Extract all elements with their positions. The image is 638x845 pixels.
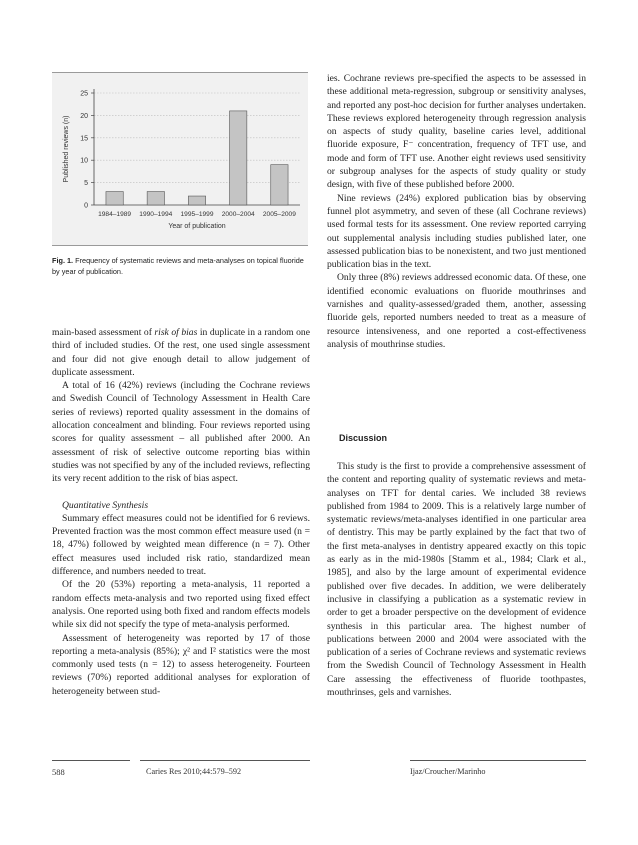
- page-number: 588: [52, 767, 65, 777]
- x-tick-label: 2000–2004: [221, 211, 255, 218]
- y-tick-label: 15: [80, 135, 88, 143]
- discussion-heading: Discussion: [339, 433, 388, 443]
- right-paragraph-2: Nine reviews (24%) explored publication bias by observing funnel plot asymmetry, and seven of these (all Cochrane reviews) used formal tests for its assessment. One review reported carrying out supplemental analysis including studies published later, one assessed publication bias to be nonexistent, and two just mentioned publication bias in the text.: [327, 192, 586, 271]
- left-paragraph-2: A total of 16 (42%) reviews (including the Cochrane reviews and Swedish Council of Technology Assessment in Health Care series of reviews) reported quality assessment in the domains of allocation concealment and blinding. Four reviews reported using scores for quality assessment – all published after 2000. An assessment of risk of selective outcome reporting bias within studies was not specified by any of the included reviews, reflecting its very recent addition to the risk of bias aspect.: [52, 380, 310, 485]
- left-column: [52, 326, 310, 698]
- x-tick-label: 1995–1999: [180, 211, 214, 218]
- y-axis-label: Published reviews (n): [63, 115, 70, 183]
- x-tick-label: 1990–1994: [139, 211, 173, 218]
- caption-text: Frequency of systematic reviews and meta-analyses on topical fluoride by year of publication.: [52, 256, 304, 276]
- subheading-quantitative-synthesis: Quantitative Synthesis: [62, 499, 149, 511]
- left-paragraph-4: Of the 20 (53%) reporting a meta-analysis, 11 reported a random effects meta-analysis and two reported using fixed effect analysis. One reported using both fixed and random effects models while six did not specify the type of meta-analysis performed.: [52, 579, 310, 631]
- right-paragraph-1: ies. Cochrane reviews pre-specified the aspects to be assessed in these additional meta-regression, subgroup or sensitivity analyses, and reported any post-hoc decision for further analyses undertaken. These reviews explored heterogeneity through regression analysis on aspects of study quality, baseline caries level, additional fluoride exposure, F⁻ concentration, frequency of TFT use, and mode and form of TFT use. Another eight reviews used sensitivity or subgroup analyses for the aspects of study quality or study design, with five of these published before 2000.: [327, 73, 586, 191]
- bar-1990–1994: [147, 192, 164, 205]
- y-tick-label: 0: [84, 202, 88, 210]
- y-tick-label: 25: [80, 90, 88, 98]
- right-column-top: [327, 72, 586, 351]
- footer-rule-left: [52, 760, 130, 761]
- risk-of-bias-term: risk of bias: [154, 327, 198, 338]
- right-column-bottom: [327, 460, 586, 699]
- figure-caption: [52, 256, 310, 277]
- bar-1984–1989: [106, 192, 123, 205]
- y-tick-label: 20: [80, 112, 88, 120]
- y-tick-label: 10: [80, 157, 88, 165]
- footer-rule-middle: [140, 760, 310, 761]
- right-paragraph-3: Only three (8%) reviews addressed economic data. Of these, one identified economic evaluations on fluoride mouthrinses and varnishes and quality-assessed/graded them, another, assessing fluoride gels, reported numbers needed to treat as a measure of resource intensiveness, and one reported a cost-effectiveness analysis of mouthrinse studies.: [327, 272, 586, 350]
- footer-rule-right: [410, 760, 586, 761]
- journal-citation: Caries Res 2010;44:579–592: [146, 767, 242, 776]
- left-paragraph-1: main-based assessment of risk of bias in duplicate in a random one third of included studies. Of the rest, one used single assessment and four did not give enough detail to allow judgement of duplicate assessment.: [52, 327, 310, 378]
- x-tick-label: 2005–2009: [262, 211, 296, 218]
- left-paragraph-3: Summary effect measures could not be identified for 6 reviews. Prevented fraction was the most common effect measure used (n = 18, 47%) followed by weighted mean difference (n = 7). Other effect measures used included risk ratio, standardized mean difference, and numbers needed to treat.: [52, 512, 310, 578]
- left-paragraph-5: Assessment of heterogeneity was reported by 17 of those reporting a meta-analysis (85%); χ² and I² statistics were the most commonly used tests (n = 12) to assess heterogeneity. Fourteen reviews (70%) reported additional analyses for exploration of heterogeneity between stud-: [52, 632, 310, 697]
- figure-1: [52, 72, 308, 246]
- bar-2005–2009: [271, 165, 288, 205]
- right-paragraph-4: This study is the first to provide a comprehensive assessment of the content and reporting quality of systematic reviews and meta-analyses on TFT for dental caries. We included 38 reviews published from 1984 to 2009. This is a relatively large number of systematic reviews/meta-analyses identified in one particular area of dentistry. This may be partly explained by the fact that two of the first meta-analyses in dentistry appeared exactly on this topic as early as in the mid-1980s [Stamm et al., 1984; Clark et al., 1985], and also by the large amount of experimental evidence published over five decades. In addition, we were deliberately inclusive in classifying a publication as a systematic review in order to get a broader perspective on the development of evidence synthesis in this particular area. The highest number of publications between 2000 and 2004 were associated with the publication of a series of Cochrane reviews and systematic reviews from the Swedish Council of Technology Assessment in Health Care assessing the effectiveness of fluoride toothpastes, mouthrinses, gels and varnishes.: [327, 461, 586, 699]
- bar-1995–1999: [188, 196, 205, 205]
- x-axis-label: Year of publication: [168, 223, 226, 230]
- x-tick-label: 1984–1989: [98, 211, 132, 218]
- bar-chart: [52, 73, 308, 245]
- caption-label: Fig. 1.: [52, 256, 74, 265]
- bar-2000–2004: [230, 111, 247, 205]
- running-authors: Ijaz/Croucher/Marinho: [410, 767, 486, 776]
- y-tick-label: 5: [84, 180, 88, 188]
